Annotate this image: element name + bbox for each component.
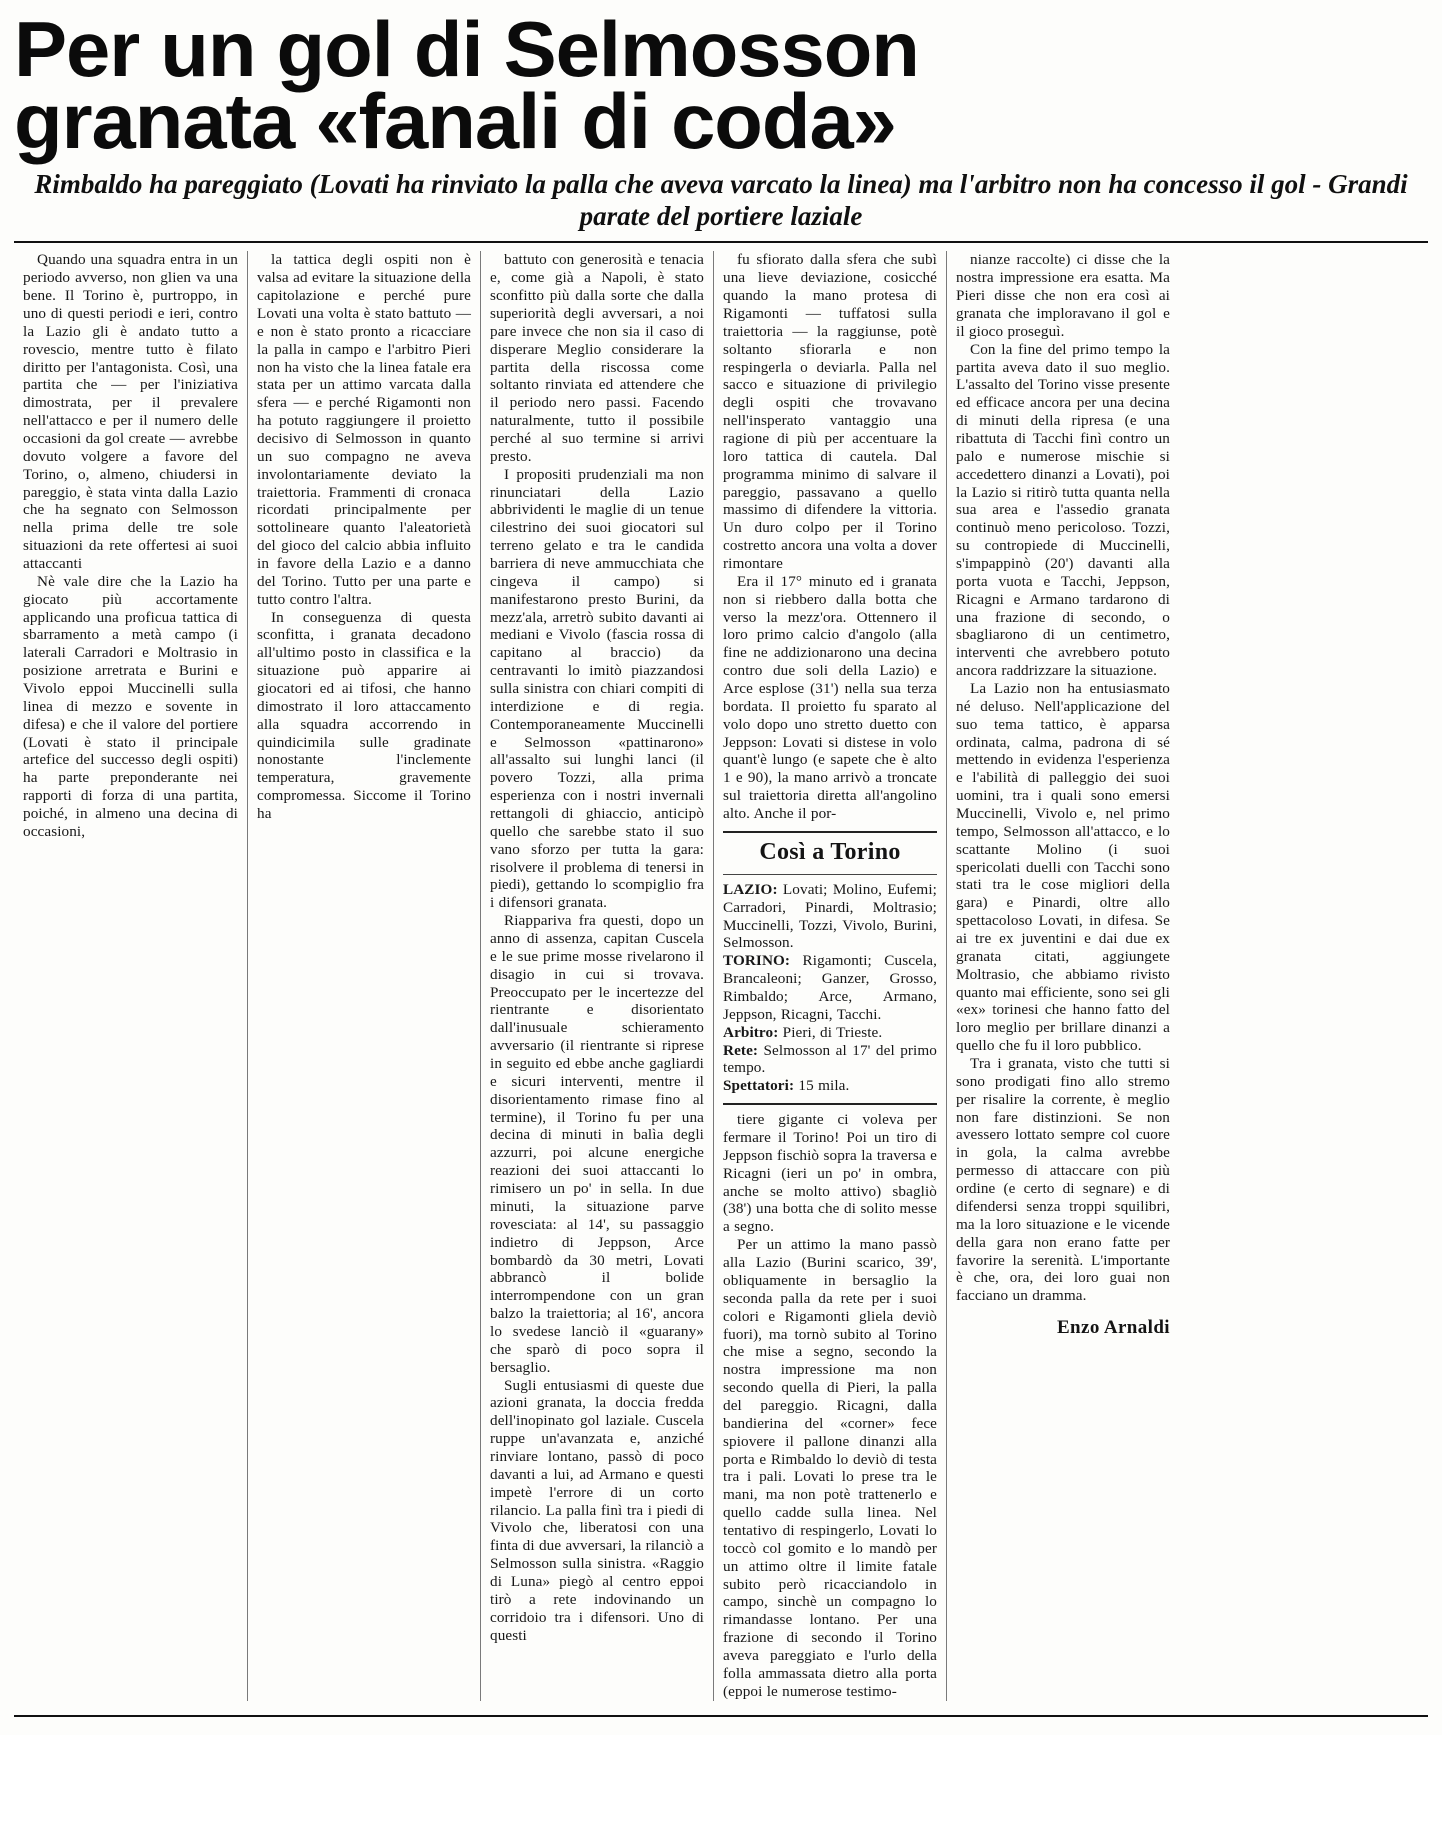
article-column-2 bbox=[247, 251, 480, 1700]
lineup-text: Rigamonti; Cuscela, Brancaleoni; Ganzer, Grosso, Rimbaldo; Arce, Armano, Jeppson, Ricagni, Tacchi. bbox=[723, 952, 937, 1023]
article-columns bbox=[14, 251, 1428, 1700]
paragraph: La Lazio non ha entusiasmato né deluso. Nell'applicazione del suo tema tattico, è apparsa ordinata, calma, padrona di sé mettendo in evidenza l'esperienza e l'abilità di palleggio dei suoi uomini, tra i quali sono emersi Muccinelli, Vivolo e, nel primo tempo, Selmosson all'attacco, e lo scattante Molino (i suoi spericolati duelli con Tacchi sono stati tra le cose migliori della gara) e Pinardi, oltre allo spettacoloso Lovati, in difesa. Se ai tre ex juventini e dai due ex granata citati, aggiungete Moltrasio, che abbiamo rivisto quanto mai efficiente, sono sei gli «ex» torinesi che hanno fatto del loro meglio per brillare dinanzi a quello che fu il loro pubblico. bbox=[956, 680, 1170, 1055]
header-divider bbox=[14, 241, 1428, 243]
article-column-1 bbox=[14, 251, 247, 1700]
article-column-3 bbox=[480, 251, 713, 1700]
paragraph: battuto con generosità e tenacia e, come già a Napoli, è stato sconfitto più dalla sorte che dalla superiorità degli avversari, a noi pare invece che non sia il caso di disperare Meglio considerare la partita della riscossa come soltanto rinviata ed attendere che il periodo nero passi. Facendo naturalmente, tutto il possibile perché al suo termine si arrivi presto. bbox=[490, 251, 704, 465]
lineup-label: Rete: bbox=[723, 1041, 759, 1059]
lineup-text: 15 mila. bbox=[794, 1077, 850, 1095]
box-title: Così a Torino bbox=[759, 838, 901, 865]
paragraph: nianze raccolte) ci disse che la nostra impressione era esatta. Ma Pieri disse che non era così ai granata che imploravano il gol e il gioco proseguì. bbox=[956, 251, 1170, 340]
box-bottom-divider bbox=[723, 1103, 937, 1105]
lineup-label: LAZIO: bbox=[723, 880, 778, 898]
footer-divider bbox=[14, 1715, 1428, 1717]
paragraph: Nè vale dire che la Lazio ha giocato più accortamente applicando una proficua tattica di sbarramento a metà campo (i laterali Carradori e Moltrasio in posizione arretrata e Burini e Vivolo eppoi Muccinelli sulla linea di mezzo e sovente in difesa) e che il valore del portiere (Lovati è stato il principale artefice del successo degli ospiti) ha parte preponderante nei rapporti di forza di una partita, poiché, in almeno una decina di occasioni, bbox=[23, 572, 238, 840]
lineup-text: Selmosson al 17' del primo tempo. bbox=[723, 1041, 937, 1077]
author-signature: Enzo Arnaldi bbox=[1056, 1317, 1170, 1339]
lineup-text: Pieri, di Trieste. bbox=[778, 1023, 883, 1041]
paragraph: In conseguenza di questa sconfitta, i granata decadono all'ultimo posto in classifica e la situazione può apparire ai giocatori ed ai tifosi, che hanno dimostrato il loro attaccamento alla squadra accorrendo in quindicimila sulle gradinate nonostante l'inclemente temperatura, gravemente compromessa. Siccome il Torino ha bbox=[257, 608, 471, 823]
paragraph: la tattica degli ospiti non è valsa ad evitare la situazione della capitolazione e perché pure Lovati una volta è stato battuto — e non è stato pronto a ricacciare la palla in campo e l'arbitro Pieri non ha visto che la linea fatale era stata per un attimo varcata dalla sfera — e perché Rigamonti non ha potuto raggiungere il proietto decisivo di Selmosson in quanto un suo compagno ne aveva involontariamente deviato la traiettoria. Frammenti di cronaca ricordati principalmente per sottolineare quanto l'aleatorietà del gioco del calcio abbia influito in favore della Lazio e a danno del Torino. Tutto per una parte e tutto contro l'altra. bbox=[257, 251, 471, 608]
headline-line-1: Per un gol di Selmosson bbox=[14, 5, 919, 93]
lineup-label: Spettatori: bbox=[723, 1077, 795, 1095]
lineup-text: Lovati; Molino, Eufemi; Carradori, Pinardi, Moltrasio; Muccinelli, Tozzi, Vivolo, Burini, Selmosson. bbox=[723, 880, 937, 952]
paragraph: Sugli entusiasmi di queste due azioni granata, la doccia fredda dell'inopinato gol laziale. Cuscela ruppe un'avanzata e, anziché rinviare lontano, passò di poco davanti a lui, ad Armano e questi impetè l'errore di un corto rilancio. La palla finì tra i piedi di Vivolo che, liberatosi con una finta di due avversari, la rilanciò a Selmosson sulla sinistra. «Raggio di Luna» piegò al centro eppoi tirò a rete indovinando un corridoio tra i difensori. Uno di questi bbox=[490, 1376, 704, 1644]
lineup-row bbox=[723, 1077, 937, 1095]
article-column-4 bbox=[713, 251, 946, 1700]
lineup-label: TORINO: bbox=[723, 952, 791, 970]
paragraph: Era il 17° minuto ed i granata non si riebbero dalla botta che verso la mezz'ora. Ottennero il loro primo calcio d'angolo (alla fine ne addizionarono una decina contro due soli della Lazio) e Arce esplose (31') nella sua terza bordata. Il proietto fu sparato al volo dopo uno stretto duetto con Jeppson: Lovati si distese in volo quant'è lungo (e sapete che è alto 1 e 90), la mano arrivò a troncate sul traiettoria diretta all'angolino alto. Anche il por- bbox=[723, 572, 937, 823]
paragraph: Tra i granata, visto che tutti si sono prodigati fino allo stremo per risalire la corrente, è meglio non fare distinzioni. Se non avessero lottato sempre col cuore in gola, la calma avrebbe permesso di attaccare con più ordine (e certo di segnare) e di difendersi senza troppi squilibri, ma la loro situazione e le vicende della gara non erano fatte per favorire la serenità. L'importante è che, ora, dei loro guai non facciano un dramma. bbox=[956, 1055, 1170, 1305]
lineup-row bbox=[723, 1024, 937, 1042]
lineup-row bbox=[723, 881, 937, 952]
box-title-divider bbox=[723, 874, 937, 875]
paragraph: Riappariva fra questi, dopo un anno di assenza, capitan Cuscela e le sue prime mosse rivelarono il disagio in cui si trovava. Preoccupato per le incertezze del rientrante e disorientato dall'inusuale schieramento avversario (il rientrante si riprese in seguito ed ebbe anche gagliardi e sicuri interventi, mentre il disorientamento rimase fino al termine), il Torino fu per una decina di minuti in balìa degli azzurri, poi alcune energiche reazioni dei suoi attaccanti lo rimisero un po' in sella. In due minuti, la situazione parve rovesciata: al 14', su passaggio indietro di Jeppson, Arce bombardò da 30 metri, Lovati abbrancò il bolide interrompendone con un gran balzo la traiettoria; al 16', ancora lo svedese lanciò il «guarany» che sparò di poco sopra il bersaglio. bbox=[490, 912, 704, 1376]
lineup-label: Arbitro: bbox=[723, 1023, 779, 1041]
article-subheadline: Rimbaldo ha pareggiato (Lovati ha rinviato la palla che aveva varcato la linea) ma l'arbitro non ha concesso il gol - Grandi parate del portiere laziale bbox=[34, 168, 1408, 232]
lineup-row bbox=[723, 1042, 937, 1078]
paragraph: tiere gigante ci voleva per fermare il Torino! Poi un tiro di Jeppson fischiò sopra la traversa e Ricagni (ieri un po' in ombra, anche se molto attivo) sbagliò (38') una botta che di solito messe a segno. bbox=[723, 1111, 937, 1236]
paragraph: Per un attimo la mano passò alla Lazio (Burini scarico, 39', obliquamente in bersaglio la seconda palla da rete per i suoi colori e Rigamonti gliela deviò fuori), ma tornò subito al Torino che mise a segno, secondo la nostra impressione ma non secondo quella di Pieri, la palla del pareggio. Ricagni, dalla bandierina del «corner» fece spiovere il pallone dinanzi alla porta e Rimbaldo lo deviò di testa tra i pali. Lovati lo prese tra le mani, ma non potè trattenerlo e quello cadde sulla linea. Nel tentativo di respingerlo, Lovati lo toccò col gomito e lo mandò per un attimo oltre il limite fatale subito però ricacciandolo in campo, sinchè un compagno lo rimandasse lontano. Per una frazione di secondo il Torino aveva pareggiato e l'urlo della folla ammassata dietro alla porta (eppoi le numerose testimo- bbox=[723, 1236, 937, 1700]
paragraph: I propositi prudenziali ma non rinunciatari della Lazio abbrividenti le maglie di un tenue cilestrino dei suoi giocatori sul terreno gelato e tra le candida barriera di neve ammucchiata che cingeva il campo) si manifestarono presto Burini, da mezz'ala, arretrò subito davanti ai mediani e Vivolo (fascia rossa di capitano al braccio) da centravanti lo imitò piazzandosi sulla sinistra con chiari compiti di interdizione e di regia. Contemporaneamente Muccinelli e Selmosson «pattinarono» all'assalto sui lunghi lanci (il povero Tozzi, alla prima esperienza con i nostri invernali rettangoli di ghiaccio, anticipò quello che sarebbe stato il suo vano sforzo per tutta la gara: risolvere il problema di tenersi in piedi), gettando lo scompiglio fra i difensori granata. bbox=[490, 465, 704, 912]
paragraph: Quando una squadra entra in un periodo avverso, non glien va una bene. Il Torino è, purtroppo, in uno di questi periodi e ieri, contro la Lazio gli è andato tutto a rovescio, mentre tutto è filato diritto per l'antagonista. Così, una partita che — per l'iniziativa dimostrata, per il prevalere nell'attacco e per il numero delle occasioni da gol create — avrebbe dovuto volgere a favore del Torino, o, almeno, chiudersi in pareggio, è stata vinta dalla Lazio che ha segnato con Selmosson nella prima delle tre sole situazioni da rete offertesi ai suoi attaccanti bbox=[23, 251, 238, 572]
paragraph: Con la fine del primo tempo la partita aveva dato il suo meglio. L'assalto del Torino visse presente ed efficace ancora per una decina di minuti della ripresa (e una ribattuta di Tacchi finì contro un palo e numerose mischie si accedettero dinanzi a Lovati), poi la Lazio si ritirò tutta quanta nella sua area e l'assedio granata continuò meno pericoloso. Tozzi, su contropiede di Muccinelli, s'impappinò (20') davanti alla porta vuota e Tacchi, Jeppson, Ricagni e Armano tardarono di una frazione di secondo, o sbagliarono di un centimetro, interventi che avrebbero potuto ancora raddrizzare la situazione. bbox=[956, 340, 1170, 680]
lineup-row bbox=[723, 952, 937, 1023]
paragraph: fu sfiorato dalla sfera che subì una lieve deviazione, cosicché quando la mano protesa di Rigamonti — tuffatosi sulla traiettoria — la raggiunse, potè soltanto sfiorarla e non respingerla o deviarla. Palla nel sacco e situazione di privilegio degli ospiti che trovavano nell'insperato vantaggio una ragione di più per accentuare la loro tattica di cautela. Dal programma minimo di salvare il pareggio, passavano a quello massimo di difendere la vittoria. Un duro colpo per il Torino costretto ancora una volta a dover rimontare bbox=[723, 251, 937, 572]
article-column-5 bbox=[946, 251, 1179, 1700]
box-top-divider bbox=[723, 831, 937, 833]
page-title bbox=[14, 5, 1442, 165]
headline-line-2: granata «fanali di coda» bbox=[14, 76, 896, 165]
